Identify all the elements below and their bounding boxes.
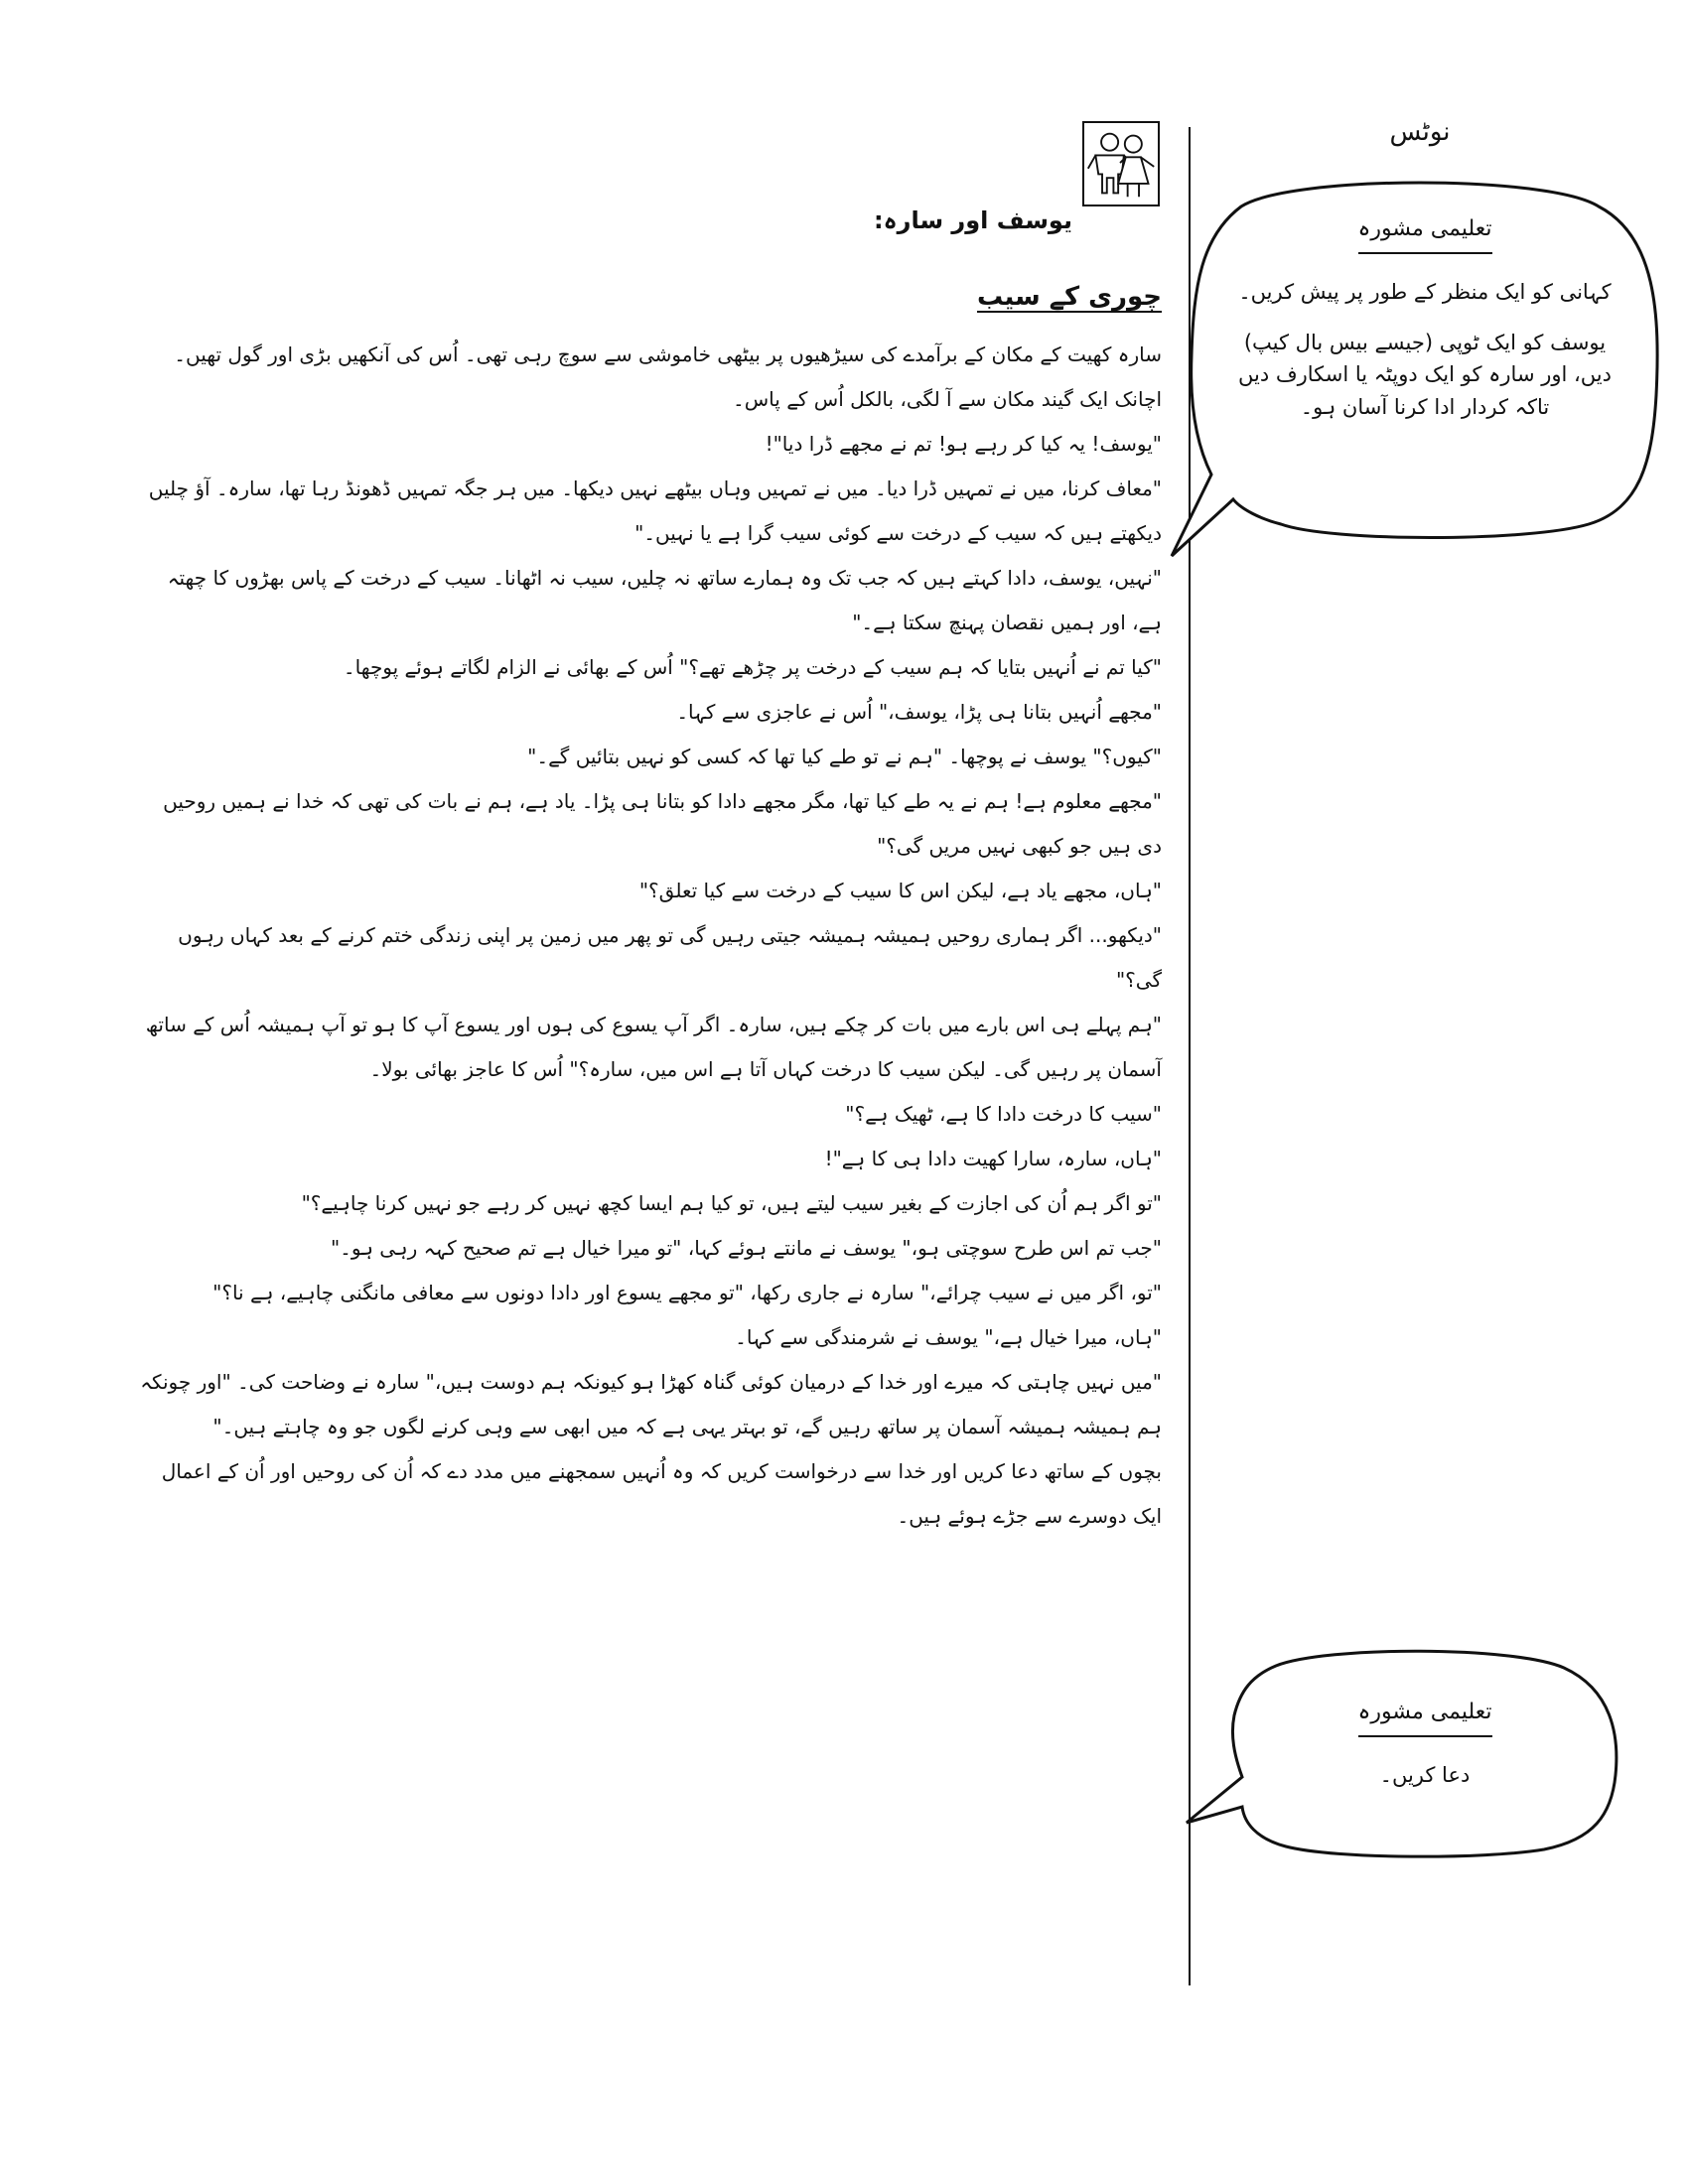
bubble-text-line: دیں، اور سارہ کو ایک دوپٹہ یا اسکارف دیں [1238, 362, 1612, 387]
story-body [139, 333, 1162, 1539]
story-paragraph: "دیکھو... اگر ہماری روحیں ہمیشہ ہمیشہ جیتی رہیں گی تو پھر میں زمین پر اپنی زندگی ختم کرنے کے بعد کہاں رہوں گی؟" [178, 923, 1162, 992]
bubble-text-line: تاکہ کردار ادا کرنا آسان ہو۔ [1300, 394, 1550, 419]
story-paragraph: "مجھے اُنہیں بتانا ہی پڑا، یوسف،" اُس نے عاجزی سے کہا۔ [676, 700, 1162, 724]
teaching-tip-bubble-top [1172, 167, 1668, 574]
bubble-heading: تعلیمی مشورہ [1358, 1696, 1492, 1737]
bubble-text-line: دعا کریں۔ [1379, 1763, 1471, 1788]
story-paragraph: "کیا تم نے اُنہیں بتایا کہ ہم سیب کے درخت پر چڑھے تھے؟" اُس کے بھائی نے الزام لگاتے ہوئے پوچھا۔ [343, 655, 1162, 679]
story-paragraph: "سیب کا درخت دادا کا ہے، ٹھیک ہے؟" [845, 1102, 1162, 1126]
children-icon [1082, 121, 1160, 206]
story-paragraph: "ہم پہلے ہی اس بارے میں بات کر چکے ہیں، سارہ۔ اگر آپ یسوع کی ہوں اور یسوع آپ کا ہو تو آپ ہمیشہ اُس کے ساتھ آسمان پر رہیں گی۔ لیکن سیب کا درخت کہاں آتا ہے اس میں، سارہ؟" اُس کا عاجز بھائی بولا۔ [145, 1013, 1162, 1081]
story-paragraph: بچوں کے ساتھ دعا کریں اور خدا سے درخواست کریں کہ وہ اُنہیں سمجھنے میں مدد دے کہ اُن کی روحیں اور اُن کے اعمال ایک دوسرے سے جڑے ہوئے ہیں۔ [161, 1459, 1162, 1528]
bubble-text-line: یوسف کو ایک ٹوپی (جیسے بیس بال کیپ) [1243, 330, 1607, 354]
story-paragraph: "تو، اگر میں نے سیب چرائے،" سارہ نے جاری رکھا، "تو مجھے یسوع اور دادا دونوں سے معافی مانگنی چاہیے، ہے نا؟" [212, 1281, 1162, 1304]
story-paragraph: اچانک ایک گیند مکان سے آ لگی، بالکل اُس کے پاس۔ [733, 387, 1162, 411]
story-paragraph: "ہاں، سارہ، سارا کھیت دادا ہی کا ہے"! [824, 1147, 1162, 1170]
story-subtitle: چوری کے سیب [977, 282, 1162, 312]
story-paragraph: "جب تم اس طرح سوچتی ہو،" یوسف نے مانتے ہوئے کہا، "تو میرا خیال ہے تم صحیح کہہ رہی ہو۔" [330, 1236, 1162, 1260]
story-paragraph: "ہاں، مجھے یاد ہے، لیکن اس کا سیب کے درخت سے کیا تعلق؟" [638, 879, 1162, 902]
teaching-tip-bubble-bottom [1187, 1646, 1623, 1859]
bubble-text-line: کہانی کو ایک منظر کے طور پر پیش کریں۔ [1238, 280, 1612, 305]
story-paragraph: "مجھے معلوم ہے! ہم نے یہ طے کیا تھا، مگر مجھے دادا کو بتانا ہی پڑا۔ یاد ہے، ہم نے بات کی تھی کہ خدا نے ہمیں روحیں دی ہیں جو کبھی نہیں مریں گی؟" [163, 789, 1162, 858]
story-paragraph: "تو اگر ہم اُن کی اجازت کے بغیر سیب لیتے ہیں، تو کیا ہم ایسا کچھ نہیں کر رہے جو نہیں کرنا چاہیے؟" [301, 1191, 1162, 1215]
story-paragraph: "نہیں، یوسف، دادا کہتے ہیں کہ جب تک وہ ہمارے ساتھ نہ چلیں، سیب نہ اٹھانا۔ سیب کے درخت کے پاس بھڑوں کا چھتہ ہے، اور ہمیں نقصان پہنچ سکتا ہے۔" [167, 566, 1162, 634]
notes-title: نوٹس [1389, 117, 1451, 147]
story-paragraph: "میں نہیں چاہتی کہ میرے اور خدا کے درمیان کوئی گناہ کھڑا ہو کیونکہ ہم دوست ہیں،" سارہ نے وضاحت کی۔ "اور چونکہ ہم ہمیشہ ہمیشہ آسمان پر ساتھ رہیں گے، تو بہتر یہی ہے کہ میں ابھی سے وہی کرنے لگوں جو وہ چاہتے ہیں۔" [140, 1370, 1162, 1438]
story-paragraph: "یوسف! یہ کیا کر رہے ہو! تم نے مجھے ڈرا دیا"! [765, 432, 1162, 456]
story-paragraph: سارہ کھیت کے مکان کے برآمدے کی سیڑھیوں پر بیٹھی خاموشی سے سوچ رہی تھی۔ اُس کی آنکھیں بڑی اور گول تھیں۔ [174, 342, 1162, 366]
story-title: یوسف اور سارہ: [873, 206, 1072, 234]
bubble-heading: تعلیمی مشورہ [1358, 212, 1492, 254]
story-paragraph: "معاف کرنا، میں نے تمہیں ڈرا دیا۔ میں نے تمہیں وہاں بیٹھے نہیں دیکھا۔ میں ہر جگہ تمہیں ڈھونڈ رہا تھا، سارہ۔ آؤ چلیں دیکھتے ہیں کہ سیب کے درخت سے کوئی سیب گرا ہے یا نہیں۔" [148, 477, 1162, 545]
story-paragraph: "کیوں؟" یوسف نے پوچھا۔ "ہم نے تو طے کیا تھا کہ کسی کو نہیں بتائیں گے۔" [527, 745, 1162, 768]
story-paragraph: "ہاں، میرا خیال ہے،" یوسف نے شرمندگی سے کہا۔ [735, 1325, 1162, 1349]
